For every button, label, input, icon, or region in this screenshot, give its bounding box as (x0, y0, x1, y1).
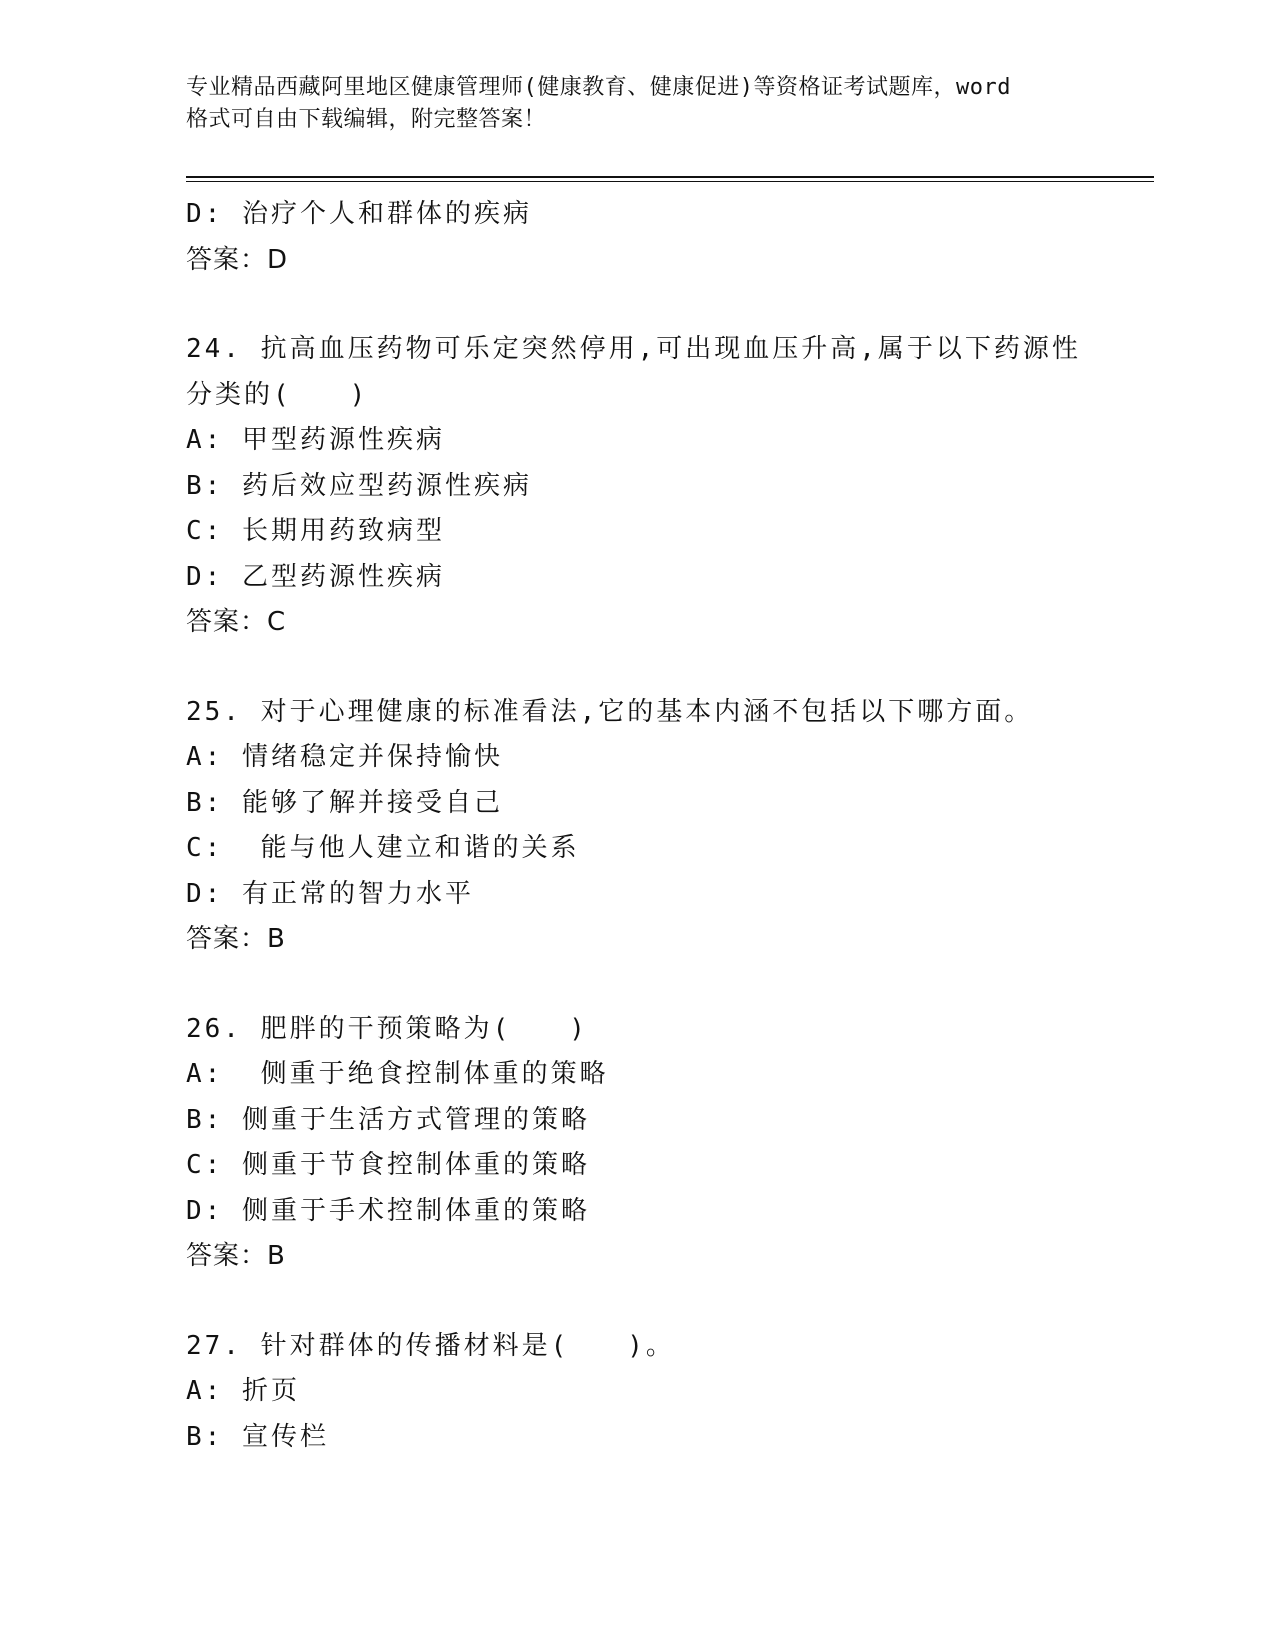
question-26 (186, 1007, 1146, 1280)
spacer (186, 283, 1146, 327)
option-c: C: 侧重于节食控制体重的策略 (186, 1150, 590, 1180)
option-d: D: 侧重于手术控制体重的策略 (186, 1195, 590, 1226)
option-b: B: 侧重于生活方式管理的策略 (186, 1104, 590, 1135)
spacer (186, 646, 1146, 690)
answer: 答案：B (186, 1241, 286, 1271)
header-line-1: 专业精品西藏阿里地区健康管理师(健康教育、健康促进)等资格证考试题库，word (186, 75, 1011, 100)
option-b: B: 能够了解并接受自己 (186, 787, 503, 818)
answer: 答案：D (186, 244, 289, 275)
spacer (186, 1280, 1146, 1324)
question-stem: 26. 肥胖的干预策略为( ) (186, 1013, 588, 1044)
question-23-tail (186, 192, 1146, 283)
option-d: D: 有正常的智力水平 (186, 878, 474, 909)
question-stem: 27. 针对群体的传播材料是( )。 (186, 1330, 675, 1361)
option-a: A: 侧重于绝食控制体重的策略 (186, 1059, 609, 1089)
question-27 (186, 1324, 1146, 1461)
option-b: B: 药后效应型药源性疾病 (186, 470, 532, 501)
question-list (186, 192, 1146, 1460)
question-24 (186, 327, 1146, 646)
answer: 答案：C (186, 607, 287, 637)
option-d: D: 治疗个人和群体的疾病 (186, 199, 532, 229)
question-stem-cont: 分类的( ) (186, 379, 369, 410)
question-25 (186, 690, 1146, 963)
option-a: A: 情绪稳定并保持愉快 (186, 742, 503, 772)
option-b: B: 宣传栏 (186, 1421, 329, 1452)
question-stem: 24. 抗高血压药物可乐定突然停用,可出现血压升高,属于以下药源性 (186, 334, 1081, 364)
page-header (186, 72, 1106, 136)
question-stem: 25. 对于心理健康的标准看法,它的基本内涵不包括以下哪方面。 (186, 696, 1034, 727)
option-d: D: 乙型药源性疾病 (186, 561, 445, 592)
answer: 答案：B (186, 924, 286, 954)
option-c: C: 长期用药致病型 (186, 516, 445, 546)
header-line-2: 格式可自由下载编辑，附完整答案！ (186, 107, 547, 132)
option-a: A: 折页 (186, 1376, 300, 1406)
spacer (186, 963, 1146, 1007)
option-a: A: 甲型药源性疾病 (186, 425, 445, 455)
option-c: C: 能与他人建立和谐的关系 (186, 833, 580, 863)
header-rule-thin (186, 181, 1154, 182)
header-rule-thick (186, 176, 1154, 178)
